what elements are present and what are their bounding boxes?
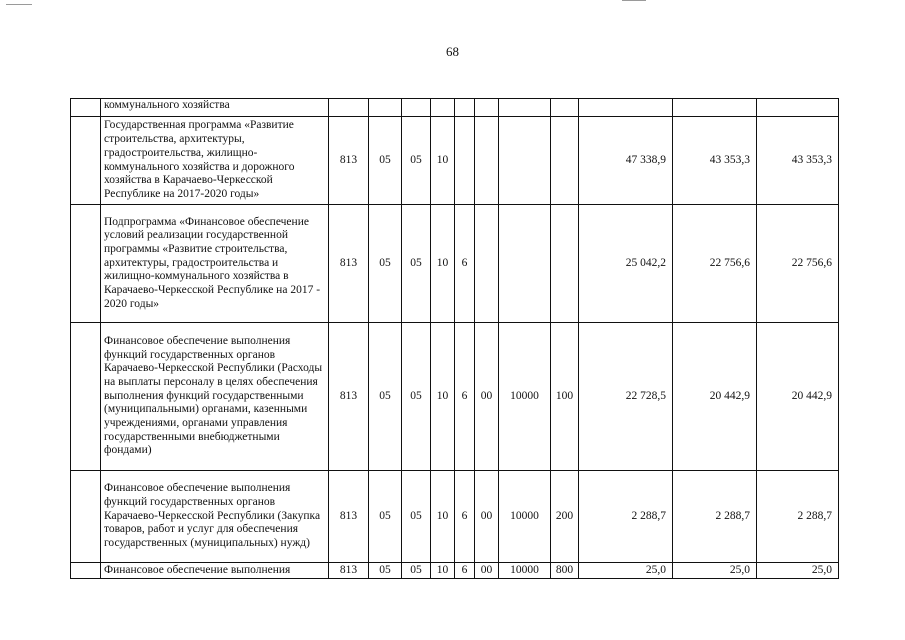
item-name-cell: коммунального хозяйства [101,99,329,117]
row-number-cell [71,323,101,471]
amount-year1-cell: 25 042,2 [579,205,673,323]
row-number-cell [71,99,101,117]
amount-year1-cell: 22 728,5 [579,323,673,471]
program-code-cell: 10 [431,323,455,471]
section-code-cell: 05 [369,117,402,205]
expense-type-cell [551,205,579,323]
item-name-cell: Финансовое обеспечение выполнения функций государственных органов Карачаево-Черкесской Республики (Расходы на выплаты персоналу в целях обеспечения выполнения функций государственными (муниципальными) органами, казенными учреждениями, органами управления государственными внебюджетными фондами) [101,323,329,471]
amount-year2-cell: 22 756,6 [673,205,757,323]
ministry-code-cell: 813 [329,471,369,563]
budget-table [70,98,839,579]
subprogram-code-cell: 6 [455,563,475,579]
event-code-cell: 00 [475,471,499,563]
item-name-cell: Финансовое обеспечение выполнения [101,563,329,579]
item-name-cell: Государственная программа «Развитие строительства, архитектуры, градостроительства, жилищно-коммунального хозяйства и дорожного хозяйства в Карачаево-Черкесской Республике на 2017-2020 годы» [101,117,329,205]
amount-year2-cell: 20 442,9 [673,323,757,471]
section-code-cell: 05 [369,323,402,471]
program-code-cell: 10 [431,117,455,205]
subprogram-code-cell [455,117,475,205]
subprogram-code-cell: 6 [455,323,475,471]
amount-year2-cell: 25,0 [673,563,757,579]
direction-code-cell: 10000 [499,563,551,579]
ministry-code-cell: 813 [329,323,369,471]
row-number-cell [71,563,101,579]
amount-year3-cell: 25,0 [757,563,839,579]
subsection-code-cell: 05 [402,205,431,323]
amount-year1-cell: 2 288,7 [579,471,673,563]
program-code-cell: 10 [431,563,455,579]
direction-code-cell: 10000 [499,323,551,471]
amount-year3-cell: 22 756,6 [757,205,839,323]
amount-year2-cell: 43 353,3 [673,117,757,205]
amount-year3-cell: 20 442,9 [757,323,839,471]
subprogram-code-cell [455,99,475,117]
subsection-code-cell: 05 [402,117,431,205]
table-row [71,563,839,579]
page-number: 68 [446,44,459,59]
event-code-cell [475,117,499,205]
subsection-code-cell: 05 [402,323,431,471]
section-code-cell: 05 [369,563,402,579]
amount-year1-cell [579,99,673,117]
direction-code-cell [499,117,551,205]
expense-type-cell: 200 [551,471,579,563]
expense-type-cell [551,117,579,205]
subsection-code-cell: 05 [402,471,431,563]
program-code-cell [431,99,455,117]
expense-type-cell: 800 [551,563,579,579]
ministry-code-cell: 813 [329,205,369,323]
table-row [71,99,839,117]
section-code-cell: 05 [369,471,402,563]
table-row [71,117,839,205]
row-number-cell [71,471,101,563]
scan-edge-mark [622,0,646,1]
section-code-cell [369,99,402,117]
item-name-cell: Подпрограмма «Финансовое обеспечение условий реализации государственной программы «Развитие строительства, архитектуры, градостроительства и жилищно-коммунального хозяйства в Карачаево-Черкесской Республике на 2017 - 2020 годы» [101,205,329,323]
amount-year1-cell: 47 338,9 [579,117,673,205]
subsection-code-cell [402,99,431,117]
scan-edge-mark [6,4,32,5]
ministry-code-cell [329,99,369,117]
amount-year2-cell [673,99,757,117]
expense-type-cell: 100 [551,323,579,471]
direction-code-cell: 10000 [499,471,551,563]
direction-code-cell [499,99,551,117]
subsection-code-cell: 05 [402,563,431,579]
event-code-cell [475,99,499,117]
amount-year2-cell: 2 288,7 [673,471,757,563]
table-row [71,323,839,471]
expense-type-cell [551,99,579,117]
event-code-cell: 00 [475,323,499,471]
amount-year1-cell: 25,0 [579,563,673,579]
event-code-cell: 00 [475,563,499,579]
amount-year3-cell [757,99,839,117]
event-code-cell [475,205,499,323]
ministry-code-cell: 813 [329,117,369,205]
section-code-cell: 05 [369,205,402,323]
amount-year3-cell: 43 353,3 [757,117,839,205]
ministry-code-cell: 813 [329,563,369,579]
program-code-cell: 10 [431,205,455,323]
amount-year3-cell: 2 288,7 [757,471,839,563]
table-row [71,471,839,563]
program-code-cell: 10 [431,471,455,563]
row-number-cell [71,205,101,323]
row-number-cell [71,117,101,205]
subprogram-code-cell: 6 [455,205,475,323]
table-row [71,205,839,323]
item-name-cell: Финансовое обеспечение выполнения функций государственных органов Карачаево-Черкесской Республики (Закупка товаров, работ и услуг для обеспечения государственных (муниципальных) нужд) [101,471,329,563]
direction-code-cell [499,205,551,323]
subprogram-code-cell: 6 [455,471,475,563]
